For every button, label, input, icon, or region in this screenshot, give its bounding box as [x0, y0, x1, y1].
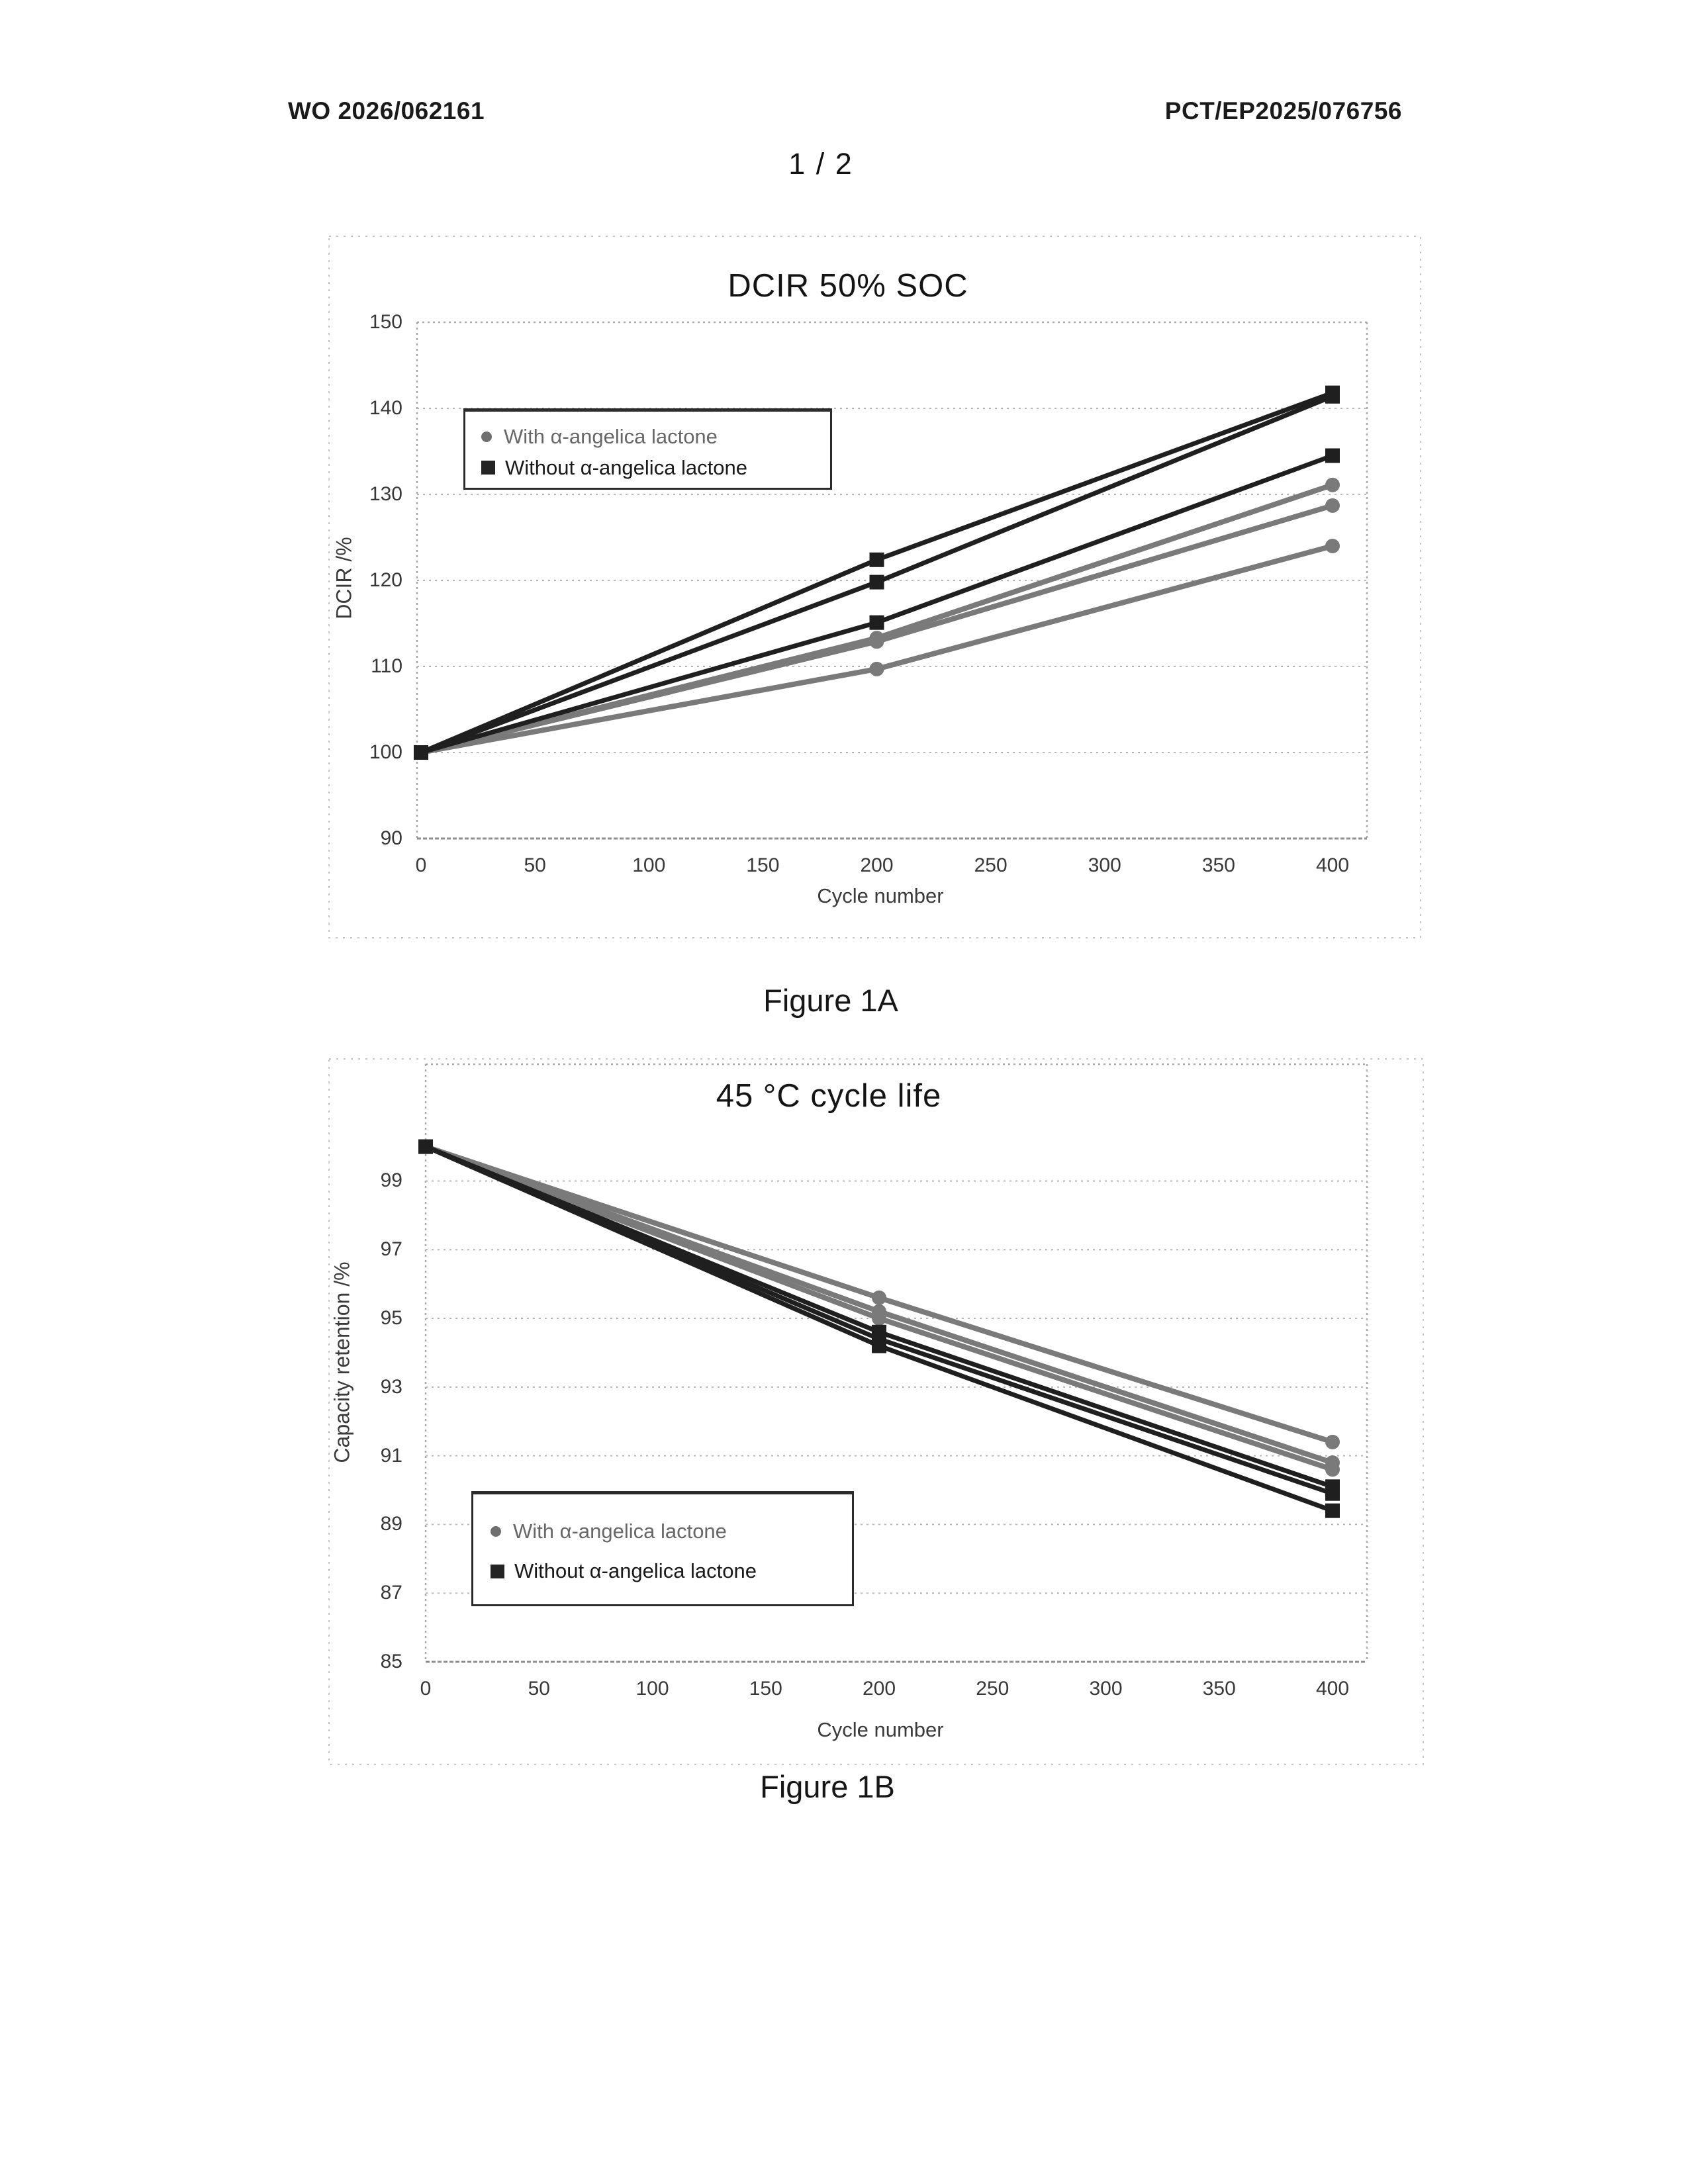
- fig1-chart: [329, 236, 1421, 938]
- fig1-y-tick-label: 110: [371, 655, 402, 677]
- fig2-y-tick-label: 87: [380, 1582, 402, 1604]
- fig2-x-tick-label: 200: [862, 1678, 896, 1700]
- fig1-data-point-square: [870, 615, 884, 630]
- fig1-data-point-square: [1325, 389, 1340, 404]
- fig1-x-axis-title: Cycle number: [817, 884, 944, 907]
- fig1-data-point-circle: [1325, 498, 1340, 513]
- fig2-data-point-square: [1325, 1504, 1340, 1518]
- fig2-y-tick-label: 85: [380, 1651, 402, 1672]
- fig2-scan-border: [329, 1059, 1423, 1764]
- fig2-data-point-circle: [872, 1311, 886, 1326]
- square-marker-icon: [491, 1565, 504, 1578]
- fig1-title: DCIR 50% SOC: [727, 268, 968, 304]
- fig2-data-point-circle: [872, 1291, 886, 1305]
- fig2-x-tick-label: 150: [749, 1678, 782, 1700]
- fig2-x-axis-title: Cycle number: [817, 1718, 944, 1741]
- fig2-data-point-circle: [1325, 1462, 1340, 1477]
- fig1-y-tick-label: 140: [369, 397, 402, 419]
- fig2-title: 45 °C cycle life: [716, 1078, 942, 1114]
- circle-marker-icon: [491, 1526, 501, 1537]
- fig1-x-tick-label: 350: [1201, 854, 1235, 876]
- fig1-x-tick-label: 0: [415, 854, 427, 876]
- fig1-data-point-square: [1325, 449, 1340, 463]
- fig2-chart: [329, 1059, 1423, 1764]
- fig2-data-point-circle: [1325, 1435, 1340, 1449]
- fig1-x-tick-label: 50: [524, 854, 546, 876]
- fig1-legend-label-without: Without α-angelica lactone: [505, 455, 748, 479]
- fig2-legend-entry-with: [491, 1512, 852, 1551]
- fig1-data-point-circle: [1325, 478, 1340, 492]
- fig1-x-tick-label: 250: [974, 854, 1008, 876]
- fig1-data-point-circle: [1325, 539, 1340, 553]
- fig2-x-tick-label: 250: [976, 1678, 1009, 1700]
- fig1-caption: Figure 1A: [763, 983, 898, 1018]
- square-marker-icon: [481, 461, 495, 475]
- fig2-x-tick-label: 400: [1315, 1678, 1350, 1700]
- fig2-legend-label-with: With α-angelica lactone: [513, 1520, 727, 1543]
- fig1-x-tick-label: 400: [1315, 854, 1350, 876]
- fig2-legend-entry-without: [491, 1551, 852, 1591]
- fig2-x-tick-label: 300: [1089, 1678, 1123, 1700]
- fig1-data-point-circle: [870, 662, 884, 676]
- fig2-y-axis-title: Capacity retention /%: [330, 1261, 354, 1463]
- fig1-legend-label-with: With α-angelica lactone: [504, 424, 718, 448]
- fig2-x-tick-label: 350: [1202, 1678, 1236, 1700]
- fig2-caption: Figure 1B: [760, 1769, 895, 1804]
- fig2-data-point-square: [872, 1339, 886, 1353]
- fig1-legend-entry-with: [481, 421, 830, 452]
- fig2-y-tick-label: 97: [380, 1238, 402, 1261]
- fig1-series-line-without: [421, 456, 1333, 753]
- fig1-x-tick-label: 200: [860, 854, 894, 876]
- fig2-x-tick-label: 100: [635, 1678, 669, 1700]
- circle-marker-icon: [481, 432, 492, 442]
- application-number: PCT/EP2025/076756: [1164, 97, 1402, 124]
- fig1-legend-entry-without: [481, 452, 830, 483]
- fig2-legend: [471, 1491, 854, 1606]
- publication-number: WO 2026/062161: [288, 97, 485, 124]
- fig1-y-tick-label: 90: [380, 827, 402, 849]
- fig1-data-point-square: [870, 575, 884, 590]
- fig2-y-tick-label: 91: [380, 1444, 402, 1467]
- fig1-y-tick-label: 130: [369, 483, 402, 505]
- fig2-y-tick-label: 93: [380, 1375, 402, 1398]
- fig2-x-tick-label: 0: [420, 1678, 432, 1700]
- fig1-legend: [463, 408, 832, 490]
- sheet-indicator: 1 / 2: [788, 147, 853, 181]
- fig2-data-point-square: [1325, 1486, 1340, 1501]
- fig1-data-point-circle: [870, 634, 884, 649]
- fig1-y-axis-title: DCIR /%: [332, 537, 356, 619]
- fig1-data-point-square: [870, 553, 884, 567]
- fig1-data-point-square: [414, 745, 428, 760]
- fig2-x-tick-label: 50: [528, 1678, 550, 1700]
- fig1-x-tick-label: 100: [632, 854, 666, 876]
- fig2-legend-label-without: Without α-angelica lactone: [514, 1559, 757, 1582]
- fig2-y-tick-label: 95: [380, 1307, 402, 1330]
- fig2-y-tick-label: 89: [380, 1513, 402, 1535]
- fig1-y-tick-label: 150: [369, 311, 402, 333]
- fig1-x-tick-label: 300: [1088, 854, 1121, 876]
- fig2-y-tick-label: 99: [380, 1169, 402, 1192]
- fig1-y-tick-label: 100: [369, 741, 402, 763]
- fig2-data-point-square: [418, 1140, 433, 1154]
- fig1-y-tick-label: 120: [369, 569, 402, 591]
- fig1-x-tick-label: 150: [746, 854, 780, 876]
